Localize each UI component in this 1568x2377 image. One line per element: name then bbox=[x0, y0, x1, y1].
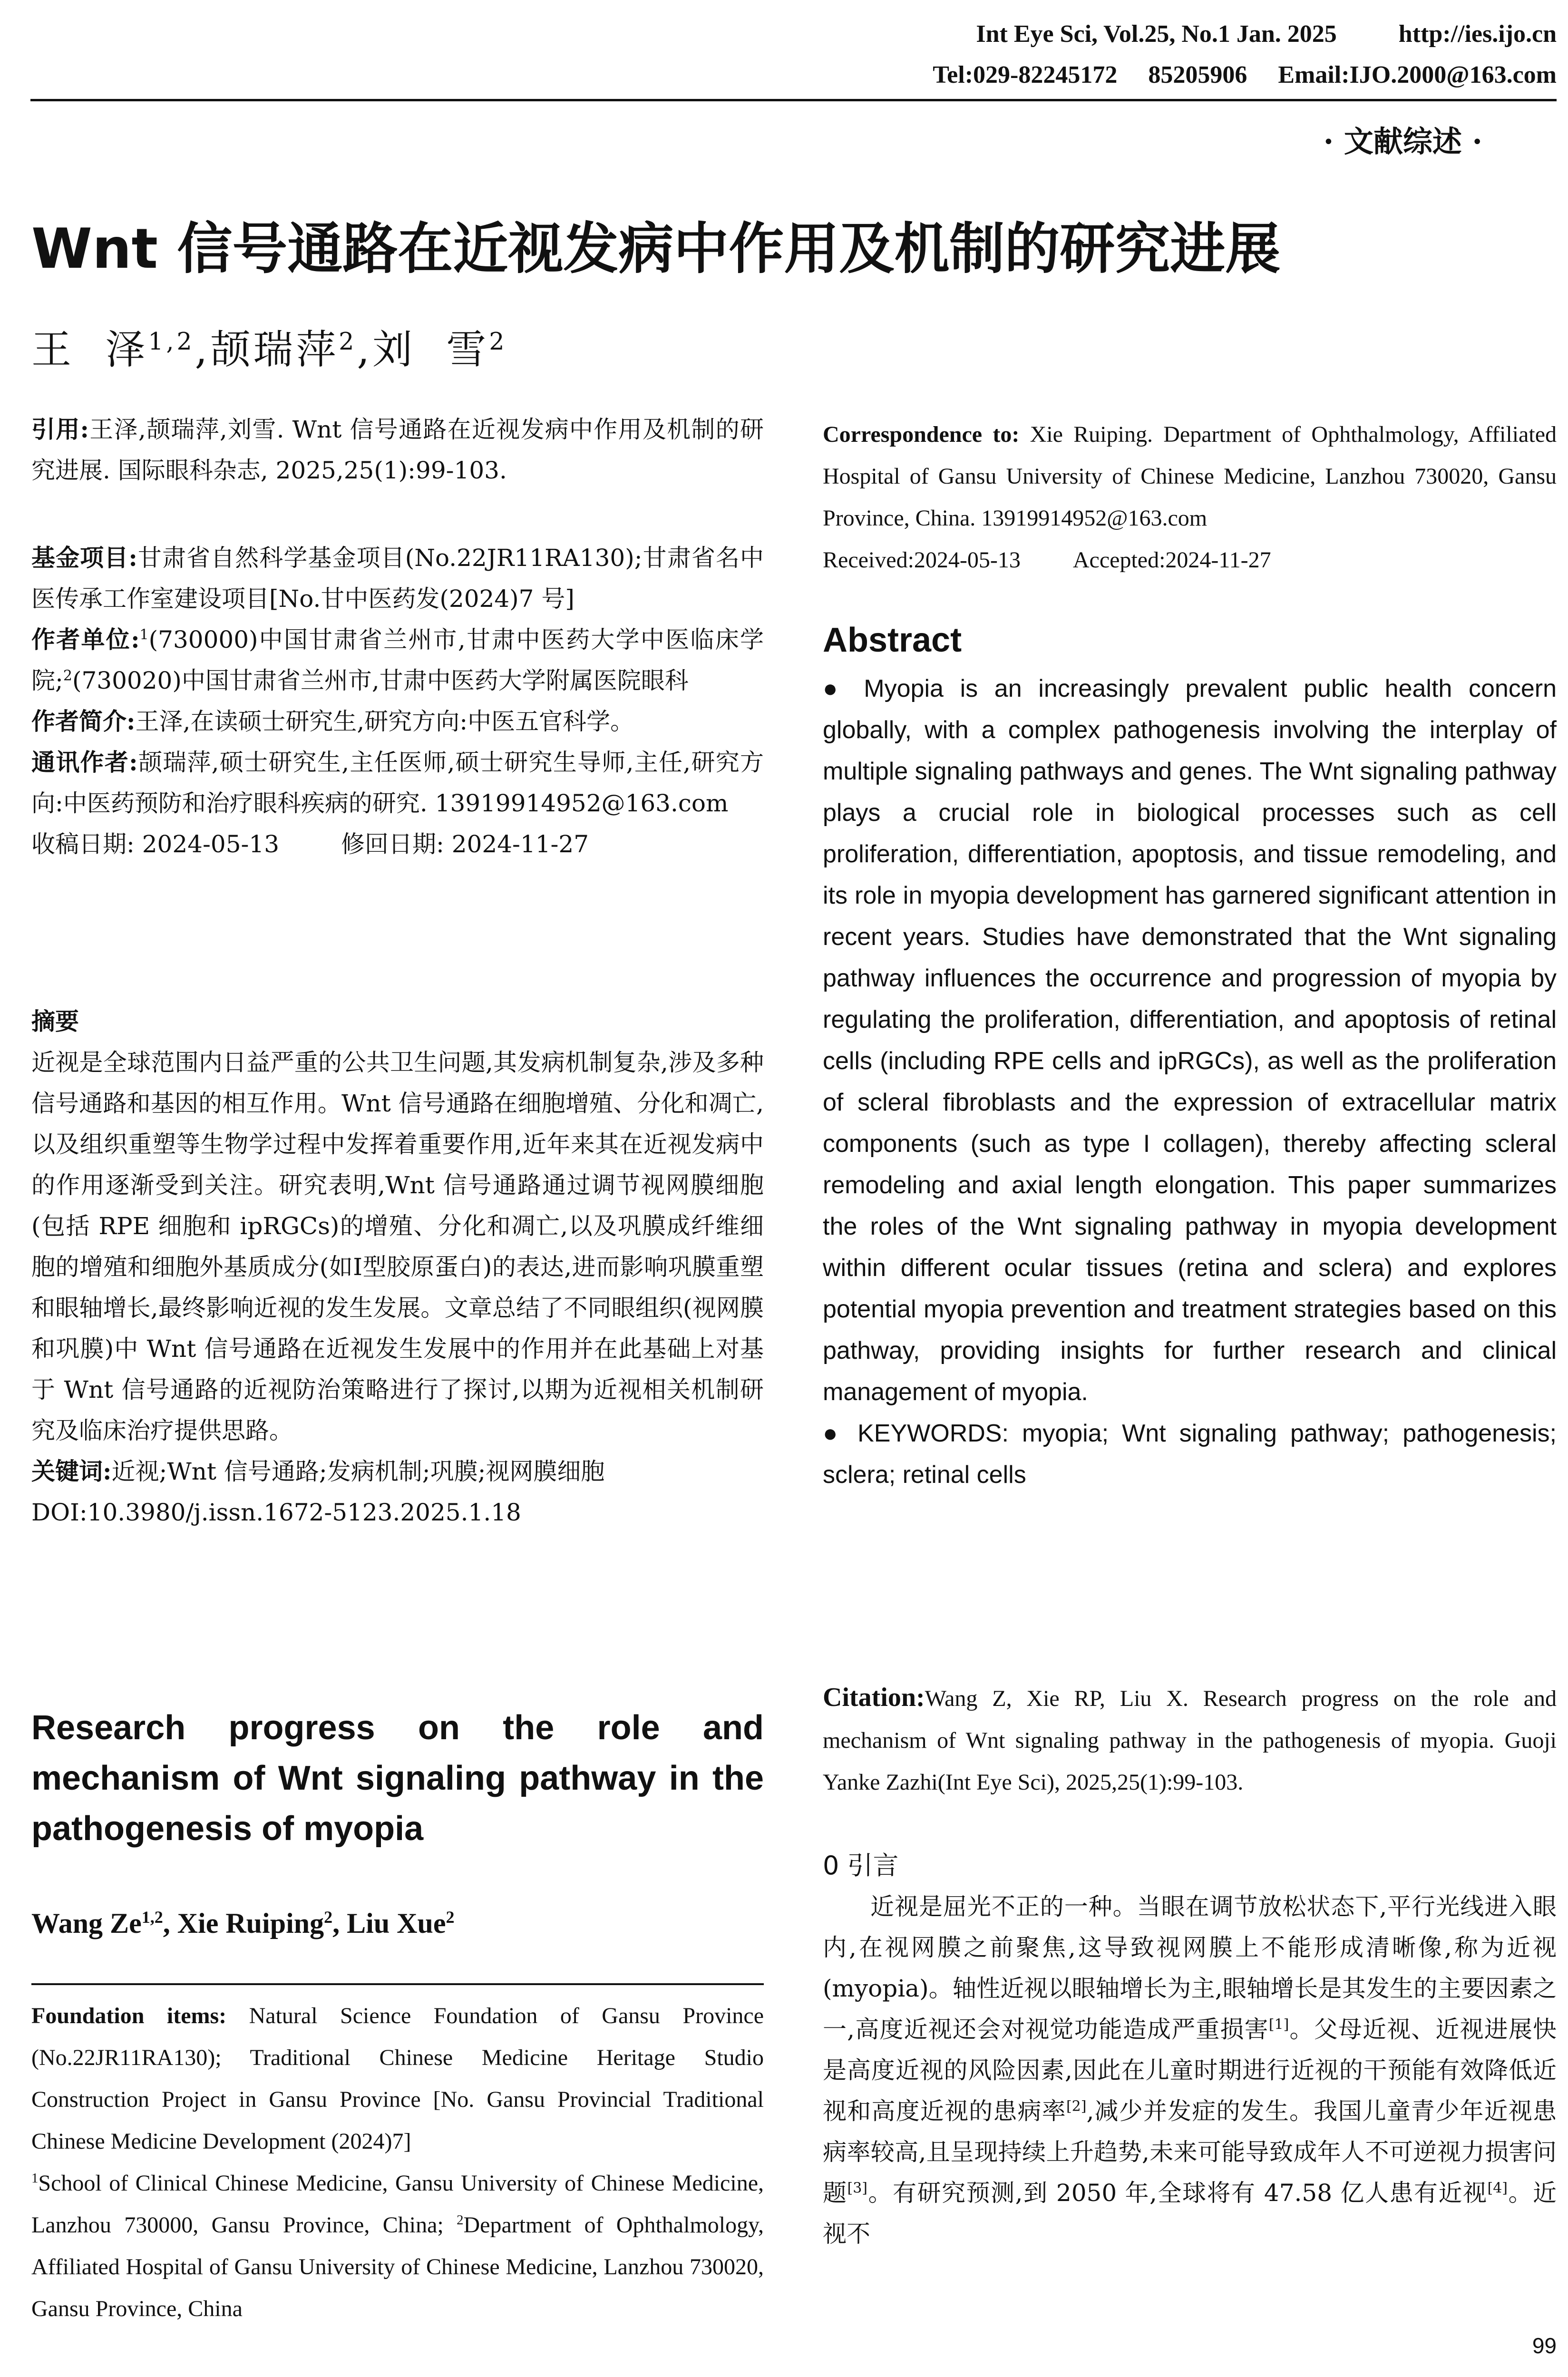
en-author-name: Wang Ze bbox=[31, 1908, 142, 1939]
en-aff-text: School of Clinical Chinese Medicine, Gansu University of Chinese Medicine, Lanzhou 730000, Gansu Province, China; bbox=[31, 2171, 764, 2238]
header-rule bbox=[30, 99, 1557, 101]
en-article-title: Research progress on the role and mechanism of Wnt signaling pathway in the pathogenesis of myopia bbox=[31, 1709, 764, 1848]
en-abstract-body: Myopia is an increasingly prevalent public health concern globally, with a complex pathogenesis involving the interplay of multiple signaling pathways and genes. The Wnt signaling pathway plays a crucial role in biological processes such as cell proliferation, differentiation, apoptosis, and tissue remodeling, and its role in myopia development has garnered significant attention in recent years. Studies have demonstrated that the Wnt signaling pathway influences the occurrence and progression of myopia by regulating the proliferation, differentiation, and apoptosis of retinal cells (including RPE cells and ipRGCs), as well as the proliferation of scleral fibroblasts and the expression of extracellular matrix components (such as type I collagen), thereby affecting scleral remodeling and axial length elongation. This paper summarizes the roles of the Wnt signaling pathway in myopia development within different ocular tissues (retina and sclera) and explores potential myopia prevention and treatment strategies based on this pathway, providing insights for further research and clinical management of myopia. bbox=[823, 675, 1557, 1406]
cn-front-matter bbox=[31, 537, 764, 865]
author-affil: 2 bbox=[489, 327, 507, 355]
en-aff-text: Department of Ophthalmology, Affiliated Hospital of Gansu University of Chinese Medicine, Lanzhou 730020, Gansu Province, China bbox=[31, 2212, 764, 2321]
cn-abstract-text: 近视是全球范围内日益严重的公共卫生问题,其发病机制复杂,涉及多种信号通路和基因的相互作用。Wnt 信号通路在细胞增殖、分化和凋亡,以及组织重塑等生物学过程中发挥着重要作用,近年来其在近视发病中的作用逐渐受到关注。研究表明,Wnt 信号通路通过调节视网膜细胞(包括 RPE 细胞和 ipRGCs)的增殖、分化和凋亡,以及巩膜成纤维细胞的增殖和细胞外基质成分(如Ⅰ型胶原蛋白)的表达,进而影响巩膜重塑和眼轴增长,最终影响近视的发生发展。文章总结了不同眼组织(视网膜和巩膜)中 Wnt 信号通路在近视发生发展中的作用并在此基础上对基于 Wnt 信号通路的近视防治策略进行了探讨,以期为近视相关机制研究及临床治疗提供思路。 bbox=[31, 1049, 764, 1444]
cn-corr-label: 通讯作者: bbox=[31, 748, 138, 776]
ref-mark: [2] bbox=[1066, 2098, 1087, 2115]
ref-mark: [1] bbox=[1268, 2016, 1289, 2033]
en-abstract-text bbox=[823, 668, 1557, 1413]
intro-paragraph bbox=[823, 1886, 1557, 2254]
cn-fund-text: 甘肃省自然科学基金项目(No.22JR11RA130);甘肃省名中医传承工作室建设项目[No.甘中医药发(2024)7 号] bbox=[31, 544, 764, 613]
journal-header-line2: Tel:029-82245172 85205906 Email:IJO.2000@163.com bbox=[933, 61, 1557, 88]
bullet-icon: ● bbox=[823, 675, 864, 702]
en-corr-label: Correspondence to: bbox=[823, 422, 1020, 447]
cn-keywords-label: 关键词: bbox=[31, 1457, 112, 1485]
en-foundation bbox=[31, 1995, 764, 2163]
en-abstract bbox=[823, 668, 1557, 1496]
cn-unit-text: (730020)中国甘肃省兰州市,甘肃中医药大学附属医院眼科 bbox=[72, 667, 689, 694]
en-accepted: Accepted:2024-11-27 bbox=[1072, 547, 1271, 573]
cn-citation-label: 引用: bbox=[31, 415, 89, 443]
author-list bbox=[31, 318, 507, 375]
intro-text: 。父母近视、近视进展快是高度近视的风险因素,因此在儿童时期进行近视的干预能有效降低近视和高度近视的患病率 bbox=[823, 2016, 1557, 2125]
cn-unit bbox=[31, 619, 764, 701]
cn-citation-text: 王泽,颉瑞萍,刘雪. Wnt 信号通路在近视发病中作用及机制的研究进展. 国际眼科杂志, 2025,25(1):99-103. bbox=[31, 416, 764, 484]
en-corr-text: Xie Ruiping. Department of Ophthalmology, Affiliated Hospital of Gansu University of Chinese Medicine, Lanzhou 730020, Gansu Province, China. 13919914952@163.com bbox=[823, 422, 1557, 531]
cn-unit-sup: 2 bbox=[63, 667, 72, 684]
cn-revised: 修回日期: 2024-11-27 bbox=[341, 830, 589, 858]
en-affiliations bbox=[31, 2163, 764, 2330]
cn-abstract-heading: 摘要 bbox=[31, 1007, 79, 1035]
en-dates bbox=[823, 539, 1557, 581]
cn-unit-sup: 1 bbox=[139, 626, 149, 643]
intro-section bbox=[823, 1845, 1557, 2254]
en-citation-label: Citation: bbox=[823, 1683, 925, 1712]
intro-text: ,减少并发症的发生。我国儿童青少年近视患病率较高,且呈现持续上升趋势,未来可能导致成年人不可逆视力损害问题 bbox=[823, 2097, 1557, 2207]
cn-bio-label: 作者简介: bbox=[31, 707, 136, 735]
en-author-affil: 2 bbox=[324, 1908, 333, 1927]
article-type: · 文献综述 · bbox=[1323, 124, 1482, 159]
cn-unit-text: (730000)中国甘肃省兰州市,甘肃中医药大学中医临床学院; bbox=[31, 626, 764, 694]
en-author-name: , Xie Ruiping bbox=[163, 1908, 324, 1939]
ref-mark: [4] bbox=[1487, 2180, 1508, 2197]
en-citation-para bbox=[823, 1676, 1557, 1803]
intro-heading: 0 引言 bbox=[823, 1851, 899, 1880]
cn-fund bbox=[31, 537, 764, 619]
en-correspondence bbox=[823, 414, 1557, 581]
cn-doi: DOI:10.3980/j.issn.1672-5123.2025.1.18 bbox=[31, 1499, 521, 1526]
cn-fund-label: 基金项目: bbox=[31, 544, 137, 572]
en-corr bbox=[823, 414, 1557, 539]
cn-unit-label: 作者单位: bbox=[31, 625, 140, 653]
page-number: 99 bbox=[1532, 2333, 1557, 2358]
cn-keywords-text: 近视;Wnt 信号通路;发病机制;巩膜;视网膜细胞 bbox=[111, 1458, 605, 1485]
en-abstract-heading: Abstract bbox=[823, 621, 962, 659]
en-author-affil: 1,2 bbox=[141, 1908, 163, 1927]
en-author-name: , Liu Xue bbox=[332, 1908, 446, 1939]
en-authors-rule bbox=[31, 1983, 764, 1985]
bullet-icon: ● bbox=[823, 1420, 858, 1447]
author-affil: 2 bbox=[339, 327, 357, 355]
en-citation bbox=[823, 1676, 1557, 1803]
cn-dates bbox=[31, 824, 764, 865]
en-aff-sup: 2 bbox=[457, 2212, 464, 2228]
en-author-affil: 2 bbox=[446, 1908, 455, 1927]
cn-keywords bbox=[31, 1451, 764, 1492]
cn-abstract bbox=[31, 1001, 764, 1533]
intro-text: 。有研究预测,到 2050 年,全球将有 47.58 亿人患有近视 bbox=[867, 2179, 1488, 2207]
author-name: 王 泽 bbox=[31, 326, 148, 373]
article-title: Wnt 信号通路在近视发病中作用及机制的研究进展 bbox=[31, 217, 1281, 281]
en-keywords-label: KEYWORDS: bbox=[857, 1420, 1009, 1447]
en-keywords bbox=[823, 1413, 1557, 1496]
en-author-list bbox=[31, 1907, 455, 1940]
author-name: ,刘 雪 bbox=[357, 326, 489, 373]
intro-text: 近视是屈光不正的一种。当眼在调节放松状态下,平行光线进入眼内,在视网膜之前聚焦,这导致视网膜上不能形成清晰像,称为近视(myopia)。轴性近视以眼轴增长为主,眼轴增长是其发生的主要因素之一,高度近视还会对视觉功能造成严重损害 bbox=[823, 1893, 1557, 2043]
cn-received: 收稿日期: 2024-05-13 bbox=[31, 830, 280, 858]
ref-mark: [3] bbox=[847, 2180, 868, 2197]
cn-citation bbox=[31, 409, 764, 491]
author-name: ,颉瑞萍 bbox=[195, 326, 339, 373]
journal-header-line1: Int Eye Sci, Vol.25, No.1 Jan. 2025 http://ies.ijo.cn bbox=[976, 20, 1557, 48]
cn-corr bbox=[31, 742, 764, 824]
cn-bio bbox=[31, 701, 764, 742]
en-received: Received:2024-05-13 bbox=[823, 547, 1021, 573]
author-affil: 1,2 bbox=[148, 327, 195, 355]
en-front-matter bbox=[31, 1995, 764, 2330]
en-foundation-label: Foundation items: bbox=[31, 2003, 227, 2028]
en-citation-text: Wang Z, Xie RP, Liu X. Research progress on the role and mechanism of Wnt signaling pathway in the pathogenesis of myopia. Guoji Yanke Zazhi(Int Eye Sci), 2025,25(1):99-103. bbox=[823, 1686, 1557, 1795]
en-aff-sup: 1 bbox=[31, 2171, 39, 2186]
cn-corr-text: 颉瑞萍,硕士研究生,主任医师,硕士研究生导师,主任,研究方向:中医药预防和治疗眼科疾病的研究. 13919914952@163.com bbox=[31, 749, 764, 817]
en-keywords-text: myopia; Wnt signaling pathway; pathogenesis; sclera; retinal cells bbox=[823, 1420, 1557, 1489]
en-foundation-text: Natural Science Foundation of Gansu Province (No.22JR11RA130); Traditional Chinese Medicine Heritage Studio Construction Project in Gansu Province [No. Gansu Provincial Traditional Chinese Medicine Development (2024)7] bbox=[31, 2003, 764, 2154]
cn-bio-text: 王泽,在读硕士研究生,研究方向:中医五官科学。 bbox=[135, 708, 634, 735]
intro-text: 。近视不 bbox=[823, 2179, 1557, 2248]
